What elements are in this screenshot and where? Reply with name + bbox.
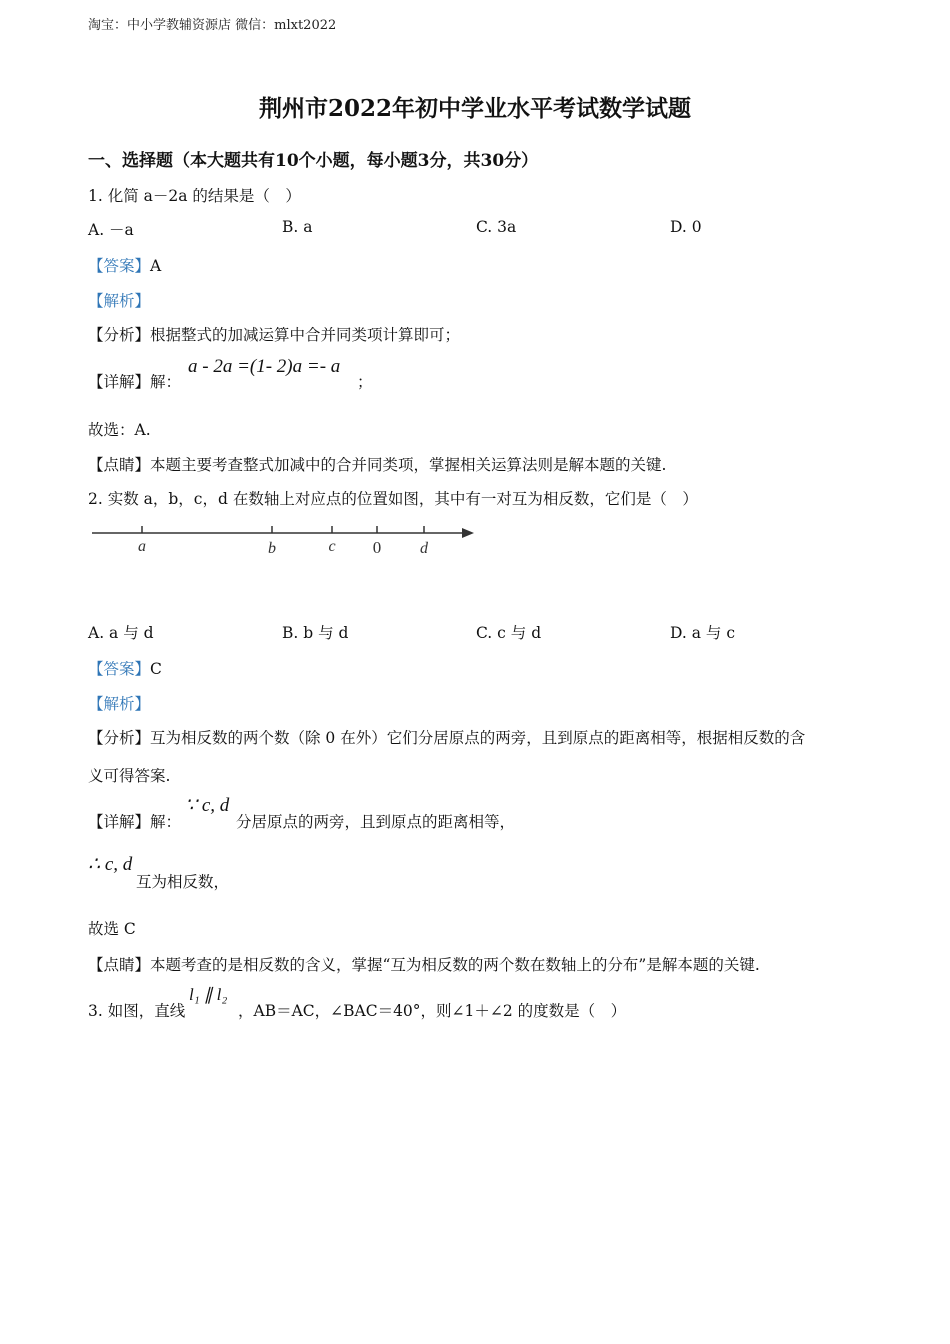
q2-answer-row [88,657,162,679]
q2-stem: 2. 实数 a，b，c，d 在数轴上对应点的位置如图，其中有一对互为相反数，它们是（ ） [88,490,698,508]
q2-detail-math1: ∵ c, d [185,795,230,816]
q2-choose: 故选 C [88,920,136,938]
q3-stem-prefix: 3. 如图，直线 [88,1002,186,1020]
label-a: a [138,538,146,555]
q2-detail-math2: ∴ c, d [88,854,133,875]
section-heading: 一、选择题（本大题共有10个小题，每小题3分，共30分） [88,151,539,171]
q1-stem: 1. 化简 a－2a 的结果是（ ） [88,187,301,205]
page-title: 荆州市2022年初中学业水平考试数学试题 [258,95,691,122]
q1-choose: 故选：A. [88,421,151,439]
q1-option-c: C. 3a [476,218,517,236]
q1-detail-math: a - 2a =(1- 2)a =- a [188,356,341,377]
q2-option-a: A. a 与 d [88,624,154,642]
q1-dianjing: 【点睛】本题主要考查整式加减中的合并同类项，掌握相关运算法则是解本题的关键. [88,456,667,474]
q2-dianjing: 【点睛】本题考查的是相反数的含义，掌握“互为相反数的两个数在数轴上的分布”是解本题的关键. [88,956,760,974]
q2-fenxi-line1: 【分析】互为相反数的两个数（除 0 在外）它们分居原点的两旁，且到原点的距离相等，根据相反数的含 [88,729,806,747]
label-d: d [420,540,428,557]
label-zero: 0 [372,538,382,557]
q1-answer: A [150,257,162,275]
q2-answer: C [150,660,162,678]
q1-option-b: B. a [282,218,313,236]
number-line-arrow [462,528,474,538]
answer-tag: 【答案】 [88,257,151,275]
q2-detail-text1: 分居原点的两旁，且到原点的距离相等， [236,813,516,831]
q2-option-d: D. a 与 c [670,624,736,642]
label-c: c [328,538,336,555]
q3-stem-suffix: ，AB＝AC，∠BAC＝40°，则∠1＋∠2 的度数是（ ） [238,1002,627,1020]
q2-option-c: C. c 与 d [476,624,542,642]
q1-detail-suffix: ； [357,373,373,391]
q2-analysis-tag: 【解析】 [88,695,151,713]
q1-fenxi: 【分析】根据整式的加减运算中合并同类项计算即可； [88,326,461,344]
q3-stem-math: l₁ ∥ l₂ [189,985,228,1004]
number-line [88,518,488,568]
page-header: 淘宝：中小学教辅资源店 微信：mlxt2022 [88,18,337,33]
q1-option-a: A. －a [88,221,134,239]
q1-analysis-tag: 【解析】 [88,292,151,310]
label-b: b [268,540,276,557]
q2-fenxi-line2: 义可得答案. [88,767,171,785]
q2-detail-prefix: 【详解】解： [88,813,182,831]
q1-detail-prefix: 【详解】解： [88,373,182,391]
q2-option-b: B. b 与 d [282,624,349,642]
q2-detail-text2: 互为相反数， [136,873,230,891]
answer-tag: 【答案】 [88,660,151,678]
q1-option-d: D. 0 [670,218,702,236]
q1-answer-row [88,254,161,276]
